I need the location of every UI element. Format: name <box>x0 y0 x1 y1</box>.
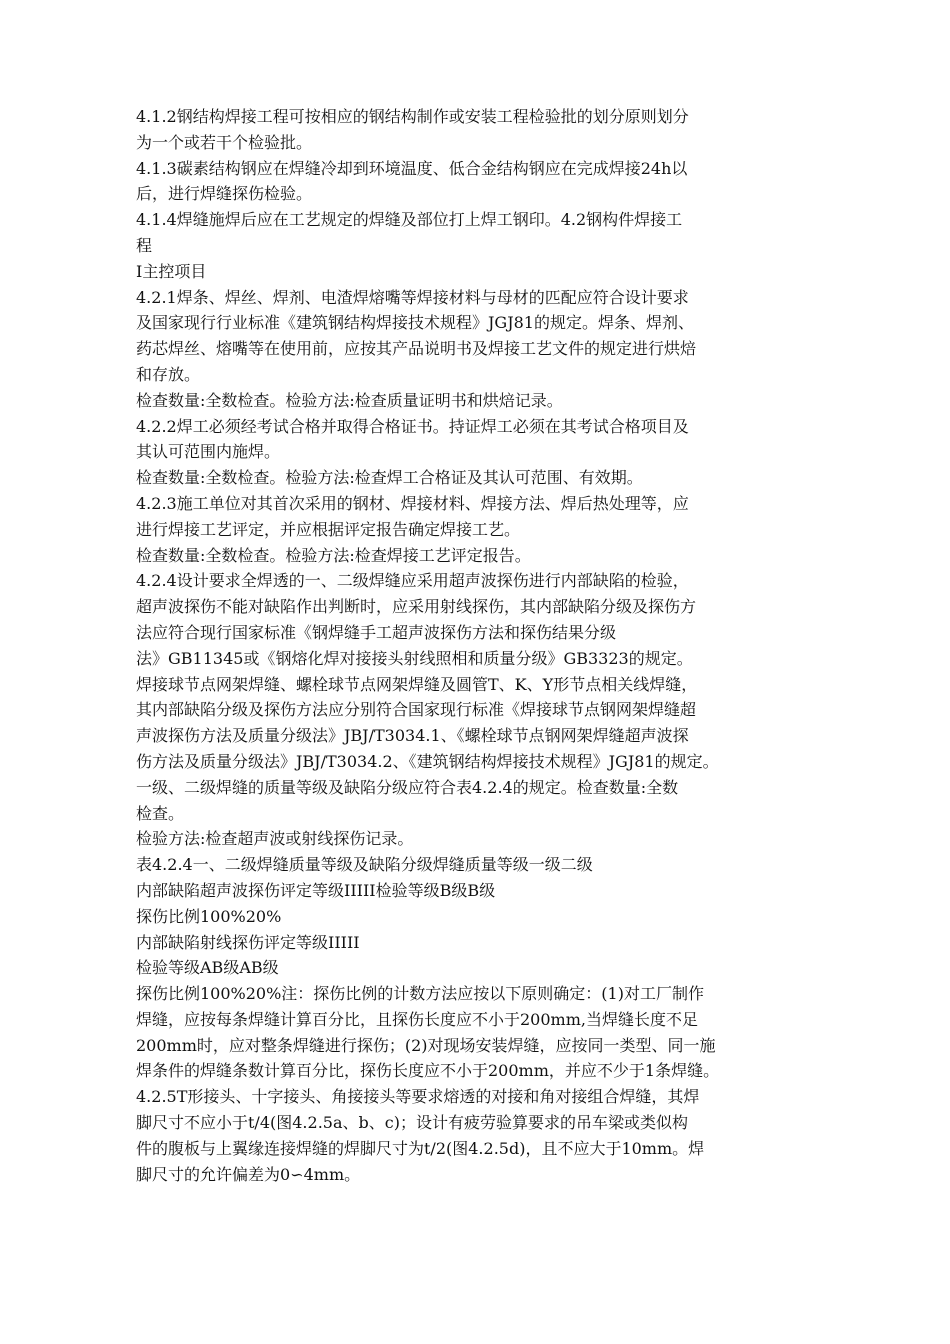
document-body <box>136 104 836 1187</box>
text-line: 超声波探伤不能对缺陷作出判断时，应采用射线探伤，其内部缺陷分级及探伤方 <box>136 597 697 617</box>
section-heading: I主控项目 <box>136 261 207 281</box>
text-line: 其认可范围内施焊。 <box>136 442 281 462</box>
text-line: 4.2.2焊工必须经考试合格并取得合格证书。持证焊工必须在其考试合格项目及 <box>136 416 689 436</box>
text-line: 4.1.2钢结构焊接工程可按相应的钢结构制作或安装工程检验批的划分原则划分 <box>136 107 689 126</box>
text-line: 4.2.1焊条、焊丝、焊剂、电渣焊熔嘴等焊接材料与母材的匹配应符合设计要求 <box>136 287 689 307</box>
text-line: 焊缝，应按每条焊缝计算百分比，且探伤长度应不小于200mm,当焊缝长度不足 <box>136 1009 698 1029</box>
table-text-line: 探伤比例100%20% <box>136 906 282 926</box>
table-caption: 表4.2.4一、二级焊缝质量等级及缺陷分级焊缝质量等级一级二级 <box>136 855 593 875</box>
text-line: 程 <box>136 235 153 255</box>
text-line: 脚尺寸的允许偏差为0∽4mm。 <box>136 1164 361 1184</box>
text-line: 4.2.4设计要求全焊透的一、二级焊缝应采用超声波探伤进行内部缺陷的检验， <box>136 571 689 591</box>
table-text-line: 内部缺陷超声波探伤评定等级IIIII检验等级B级B级 <box>136 880 496 900</box>
text-line: 法应符合现行国家标准《钢焊缝手工超声波探伤方法和探伤结果分级 <box>136 622 617 642</box>
text-line: 药芯焊丝、熔嘴等在使用前，应按其产品说明书及焊接工艺文件的规定进行烘焙 <box>136 339 697 359</box>
text-line: 一级、二级焊缝的质量等级及缺陷分级应符合表4.2.4的规定。检查数量:全数 <box>136 777 679 797</box>
text-line: 脚尺寸不应小于t/4(图4.2.5a、b、c)；设计有疲劳验算要求的吊车梁或类似构 <box>136 1113 688 1133</box>
text-line: 探伤比例100%20%注：探伤比例的计数方法应按以下原则确定：(1)对工厂制作 <box>136 984 704 1004</box>
text-line: 伤方法及质量分级法》JBJ/T3034.2、《建筑钢结构焊接技术规程》JGJ81的规定。 <box>136 751 719 771</box>
text-line: 检查。 <box>136 803 185 823</box>
text-line: 200mm时，应对整条焊缝进行探伤；(2)对现场安装焊缝，应按同一类型、同一施 <box>136 1035 716 1055</box>
text-line: 件的腹板与上翼缘连接焊缝的焊脚尺寸为t/2(图4.2.5d)，且不应大于10mm。焊 <box>136 1138 705 1158</box>
text-line: 4.2.5T形接头、十字接头、角接接头等要求熔透的对接和角对接组合焊缝，其焊 <box>136 1087 700 1107</box>
text-line: 检查数量:全数检查。检验方法:检查质量证明书和烘焙记录。 <box>136 390 563 410</box>
table-text-line: 内部缺陷射线探伤评定等级IIIII <box>136 932 360 952</box>
text-line: 4.1.3碳素结构钢应在焊缝冷却到环境温度、低合金结构钢应在完成焊接24h以 <box>136 158 688 178</box>
text-line: 法》GB11345或《钢熔化焊对接接头射线照相和质量分级》GB3323的规定。 <box>136 648 693 668</box>
text-line: 及国家现行行业标准《建筑钢结构焊接技术规程》JGJ81的规定。焊条、焊剂、 <box>136 313 694 333</box>
text-line: 和存放。 <box>136 364 201 384</box>
text-line: 后，进行焊缝探伤检验。 <box>136 184 313 204</box>
text-line: 检查数量:全数检查。检验方法:检查焊接工艺评定报告。 <box>136 545 531 565</box>
text-line: 焊接球节点网架焊缝、螺栓球节点网架焊缝及圆管T、K、Y形节点相关线焊缝， <box>136 674 698 694</box>
text-line: 检查数量:全数检查。检验方法:检查焊工合格证及其认可范围、有效期。 <box>136 468 643 488</box>
text-line: 4.2.3施工单位对其首次采用的钢材、焊接材料、焊接方法、焊后热处理等，应 <box>136 493 689 513</box>
text-line: 为一个或若干个检验批。 <box>136 132 313 152</box>
text-line: 声波探伤方法及质量分级法》JBJ/T3034.1、《螺栓球节点钢网架焊缝超声波探 <box>136 726 689 746</box>
text-line: 进行焊接工艺评定，并应根据评定报告确定焊接工艺。 <box>136 519 521 539</box>
text-line: 焊条件的焊缝条数计算百分比，探伤长度应不小于200mm，并应不少于1条焊缝。 <box>136 1061 720 1081</box>
text-line: 其内部缺陷分级及探伤方法应分别符合国家现行标准《焊接球节点钢网架焊缝超 <box>136 700 697 720</box>
table-text-line: 检验等级AB级AB级 <box>136 958 279 978</box>
text-line: 检验方法:检查超声波或射线探伤记录。 <box>136 829 414 849</box>
text-line: 4.1.4焊缝施焊后应在工艺规定的焊缝及部位打上焊工钢印。4.2钢构件焊接工 <box>136 210 683 230</box>
